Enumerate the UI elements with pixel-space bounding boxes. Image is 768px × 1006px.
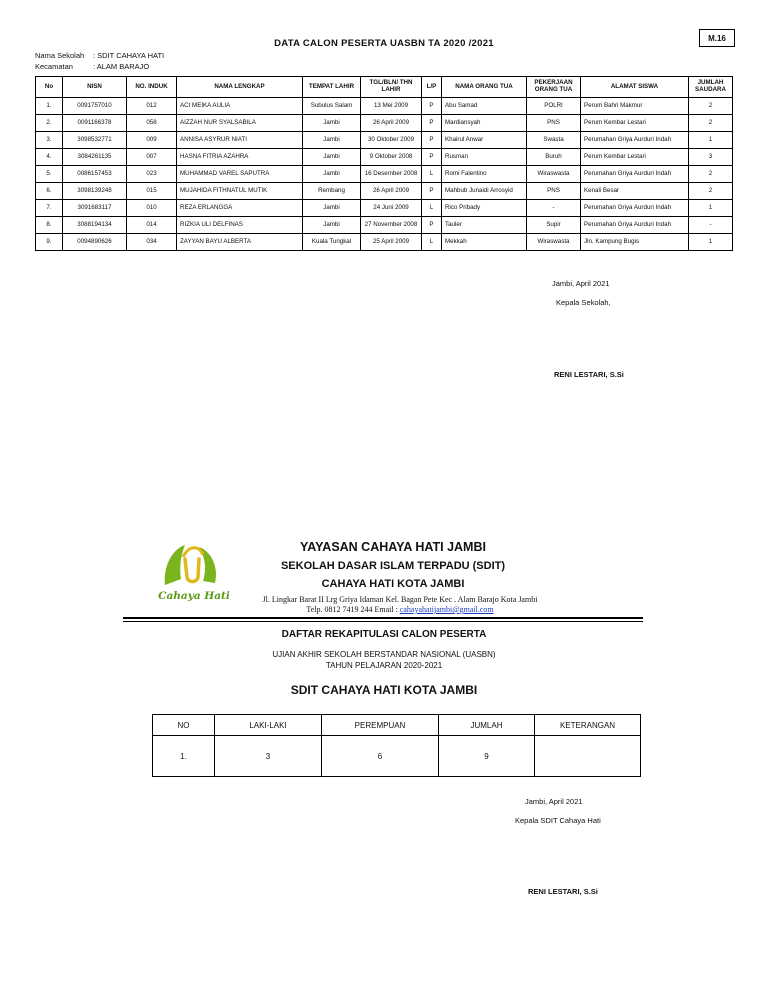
cell-jumlah-saudara: 1 — [689, 200, 733, 217]
cell-jumlah-saudara: 1 — [689, 234, 733, 251]
cell-no: 2. — [36, 115, 63, 132]
cell-lp: P — [422, 132, 442, 149]
cell-alamat: Perum Kembar Lestari — [581, 149, 689, 166]
signature2-role: Kepala SDIT Cahaya Hati — [515, 816, 601, 825]
cell-alamat: Jln. Kampung Bugis — [581, 234, 689, 251]
letterhead-rule-thick — [123, 617, 643, 619]
school-phone: Telp. 0812 7419 244 Email : — [306, 605, 398, 614]
cell-no-induk: 015 — [127, 183, 177, 200]
cell-no: 9. — [36, 234, 63, 251]
cell-nisn: 3098139248 — [63, 183, 127, 200]
school-address: Jl. Lingkar Barat II Lrg Griya Idaman Kel. Bagan Pete Kec . Alam Barajo Kota Jambi — [262, 595, 538, 604]
cell-nama-orang-tua: Rusman — [442, 149, 527, 166]
col-nisn: NISN — [63, 77, 127, 98]
cell-tempat-lahir: Kuala Tungkal — [303, 234, 361, 251]
table-row — [36, 132, 733, 149]
table-row — [36, 217, 733, 234]
logo-cup — [185, 559, 199, 582]
cell-alamat: Perumahan Griya Aurduri Indah — [581, 200, 689, 217]
cell-pekerjaan: Wiraswasta — [527, 166, 581, 183]
cell-lp: P — [422, 115, 442, 132]
district-row — [35, 62, 149, 71]
table-row — [36, 200, 733, 217]
col-tgl-lahir: TGL/BLN/ THN LAHIR — [361, 77, 422, 98]
signature1-place-date: Jambi, April 2021 — [552, 279, 610, 288]
recap-col-no: NO — [153, 715, 215, 736]
cell-pekerjaan: PNS — [527, 183, 581, 200]
cell-nama-lengkap: ACI MEIKA AULIA — [177, 98, 303, 115]
cell-nama-orang-tua: Abu Samad — [442, 98, 527, 115]
cell-pekerjaan: PNS — [527, 115, 581, 132]
cell-no: 7. — [36, 200, 63, 217]
cell-alamat: Perum Kembar Lestari — [581, 115, 689, 132]
cell-no-induk: 007 — [127, 149, 177, 166]
foundation-name: YAYASAN CAHAYA HATI JAMBI — [300, 540, 486, 554]
col-alamat: ALAMAT SISWA — [581, 77, 689, 98]
recap-col-keterangan: KETERANGAN — [535, 715, 641, 736]
cell-jumlah-saudara: 2 — [689, 183, 733, 200]
recap-cell-keterangan — [535, 736, 641, 777]
cell-nama-lengkap: ZAYYAN BAYU ALBERTA — [177, 234, 303, 251]
district-label: Kecamatan — [35, 62, 73, 71]
logo-leaf-left — [165, 545, 185, 585]
signature2-place-date: Jambi, April 2021 — [525, 797, 583, 806]
school-city: CAHAYA HATI KOTA JAMBI — [321, 578, 465, 590]
cell-alamat: Perumahan Griya Aurduri Indah — [581, 132, 689, 149]
cell-alamat: Perumahan Griya Aurduri Indah — [581, 166, 689, 183]
recap-table-row — [153, 736, 641, 777]
cell-pekerjaan: Supir — [527, 217, 581, 234]
signature2-name: RENI LESTARI, S.Si — [528, 887, 598, 896]
col-nama-orang-tua: NAMA ORANG TUA — [442, 77, 527, 98]
school-type: SEKOLAH DASAR ISLAM TERPADU (SDIT) — [280, 560, 506, 572]
recap-subtitle2: TAHUN PELAJARAN 2020-2021 — [325, 661, 443, 670]
col-jumlah-saudara: JUMLAH SAUDARA — [689, 77, 733, 98]
table-row — [36, 234, 733, 251]
cell-nisn: 0086157453 — [63, 166, 127, 183]
district-value: : ALAM BARAJO — [93, 62, 150, 71]
cell-no: 4. — [36, 149, 63, 166]
cell-no-induk: 034 — [127, 234, 177, 251]
cell-nama-lengkap: AIZZAH NUR SYALSABILA — [177, 115, 303, 132]
document-title: DATA CALON PESERTA UASBN TA 2020 /2021 — [274, 38, 494, 49]
cell-tgl-lahir: 26 April 2009 — [361, 115, 422, 132]
cell-nama-orang-tua: Mekkah — [442, 234, 527, 251]
cell-lp: P — [422, 183, 442, 200]
school-name-value: : SDIT CAHAYA HATI — [93, 51, 165, 60]
cell-nama-orang-tua: Rico Pribady — [442, 200, 527, 217]
recap-col-perempuan: PEREMPUAN — [322, 715, 439, 736]
cell-jumlah-saudara: 2 — [689, 166, 733, 183]
cell-pekerjaan: POLRI — [527, 98, 581, 115]
cell-jumlah-saudara: 2 — [689, 98, 733, 115]
cell-alamat: Perum Bahri Makmur — [581, 98, 689, 115]
col-lp: L/P — [422, 77, 442, 98]
cell-pekerjaan: Wiraswasta — [527, 234, 581, 251]
candidate-table — [35, 76, 733, 251]
cell-jumlah-saudara: - — [689, 217, 733, 234]
cell-tempat-lahir: Jambi — [303, 166, 361, 183]
logo-arc — [183, 548, 203, 557]
col-pekerjaan: PEKERJAAN ORANG TUA — [527, 77, 581, 98]
cell-lp: L — [422, 166, 442, 183]
cell-nisn: 3098532771 — [63, 132, 127, 149]
cell-no-induk: 012 — [127, 98, 177, 115]
cell-jumlah-saudara: 3 — [689, 149, 733, 166]
cell-nisn: 0091757010 — [63, 98, 127, 115]
recap-title: DAFTAR REKAPITULASI CALON PESERTA — [281, 629, 487, 640]
cell-lp: L — [422, 200, 442, 217]
cell-lp: L — [422, 234, 442, 251]
cell-tempat-lahir: Jambi — [303, 149, 361, 166]
table-row — [36, 149, 733, 166]
recap-cell-perempuan: 6 — [322, 736, 439, 777]
col-tempat-lahir: TEMPAT LAHIR — [303, 77, 361, 98]
document-code: M.16 — [699, 29, 735, 47]
letterhead-rule-thin — [123, 621, 643, 622]
cell-alamat: Perumahan Griya Aurduri Indah — [581, 217, 689, 234]
col-no: No — [36, 77, 63, 98]
signature1-role: Kepala Sekolah, — [556, 298, 611, 307]
school-name-row — [35, 51, 164, 60]
recap-col-laki-laki: LAKI-LAKI — [215, 715, 322, 736]
cell-nama-orang-tua: Mahbub Junaidi Arrosyid — [442, 183, 527, 200]
recap-table — [152, 714, 641, 777]
cell-pekerjaan: - — [527, 200, 581, 217]
cell-nama-orang-tua: Tauler — [442, 217, 527, 234]
recap-col-jumlah: JUMLAH — [439, 715, 535, 736]
table-row — [36, 115, 733, 132]
cell-tgl-lahir: 30 Oktober 2009 — [361, 132, 422, 149]
recap-cell-no: 1. — [153, 736, 215, 777]
cell-tempat-lahir: Jambi — [303, 200, 361, 217]
cell-no: 5. — [36, 166, 63, 183]
cell-alamat: Kenali Besar — [581, 183, 689, 200]
cell-tempat-lahir: Jambi — [303, 217, 361, 234]
table-row — [36, 98, 733, 115]
cell-tgl-lahir: 16 Desember 2008 — [361, 166, 422, 183]
recap-cell-jumlah: 9 — [439, 736, 535, 777]
school-contact — [240, 605, 560, 614]
cell-lp: P — [422, 149, 442, 166]
recap-cell-laki-laki: 3 — [215, 736, 322, 777]
table-row — [36, 183, 733, 200]
cell-pekerjaan: Swasta — [527, 132, 581, 149]
col-no-induk: NO. INDUK — [127, 77, 177, 98]
cell-nama-lengkap: REZA ERLANGGA — [177, 200, 303, 217]
cell-no-induk: 014 — [127, 217, 177, 234]
cell-jumlah-saudara: 1 — [689, 132, 733, 149]
cell-nama-lengkap: ANNISA ASYRUR NIATI — [177, 132, 303, 149]
cell-no-induk: 010 — [127, 200, 177, 217]
col-nama-lengkap: NAMA LENGKAP — [177, 77, 303, 98]
cell-no: 8. — [36, 217, 63, 234]
cell-nisn: 0091166378 — [63, 115, 127, 132]
cell-pekerjaan: Buruh — [527, 149, 581, 166]
cell-tempat-lahir: Jambi — [303, 115, 361, 132]
recap-subtitle1: UJIAN AKHIR SEKOLAH BERSTANDAR NASIONAL (UASBN) — [272, 650, 496, 659]
cell-tgl-lahir: 27 November 2008 — [361, 217, 422, 234]
cell-no-induk: 058 — [127, 115, 177, 132]
cell-no: 6. — [36, 183, 63, 200]
cell-tgl-lahir: 26 April 2009 — [361, 183, 422, 200]
cell-no-induk: 009 — [127, 132, 177, 149]
cell-nama-lengkap: HASNA FITRIA AZAHRA — [177, 149, 303, 166]
recap-table-header — [153, 715, 641, 736]
school-name-label: Nama Sekolah — [35, 51, 85, 60]
recap-school: SDIT CAHAYA HATI KOTA JAMBI — [290, 683, 478, 697]
cell-nama-lengkap: MUHAMMAD VAREL SAPUTRA — [177, 166, 303, 183]
signature1-name: RENI LESTARI, S.Si — [554, 370, 624, 379]
cell-tgl-lahir: 24 Juni 2009 — [361, 200, 422, 217]
cell-nama-orang-tua: Khairul Anwar — [442, 132, 527, 149]
cell-tgl-lahir: 25 April 2009 — [361, 234, 422, 251]
school-logo — [155, 537, 233, 607]
cell-no-induk: 023 — [127, 166, 177, 183]
cell-tgl-lahir: 13 Mei 2009 — [361, 98, 422, 115]
cell-nisn: 3088194134 — [63, 217, 127, 234]
cell-jumlah-saudara: 2 — [689, 115, 733, 132]
cell-tempat-lahir: Rembang — [303, 183, 361, 200]
cell-nisn: 3084261135 — [63, 149, 127, 166]
cell-lp: P — [422, 217, 442, 234]
cell-tgl-lahir: 9 Oktober 2008 — [361, 149, 422, 166]
table-row — [36, 166, 733, 183]
cell-nama-orang-tua: Romi Falentino — [442, 166, 527, 183]
cell-no: 3. — [36, 132, 63, 149]
cell-tempat-lahir: Jambi — [303, 132, 361, 149]
candidate-table-header — [36, 77, 733, 98]
school-email-link[interactable]: cahayahatijambi@gmail.com — [399, 605, 494, 614]
cell-nama-lengkap: RIZKIA ULI DELFINAS — [177, 217, 303, 234]
cell-no: 1. — [36, 98, 63, 115]
cell-lp: P — [422, 98, 442, 115]
cell-nisn: 0094890626 — [63, 234, 127, 251]
cell-nama-orang-tua: Mardiansyah — [442, 115, 527, 132]
logo-text: Cahaya Hati — [158, 590, 230, 602]
cell-nisn: 3091683117 — [63, 200, 127, 217]
cell-tempat-lahir: Subulus Salam — [303, 98, 361, 115]
cell-nama-lengkap: MUJAHIDA FITHNATUL MUTIK — [177, 183, 303, 200]
